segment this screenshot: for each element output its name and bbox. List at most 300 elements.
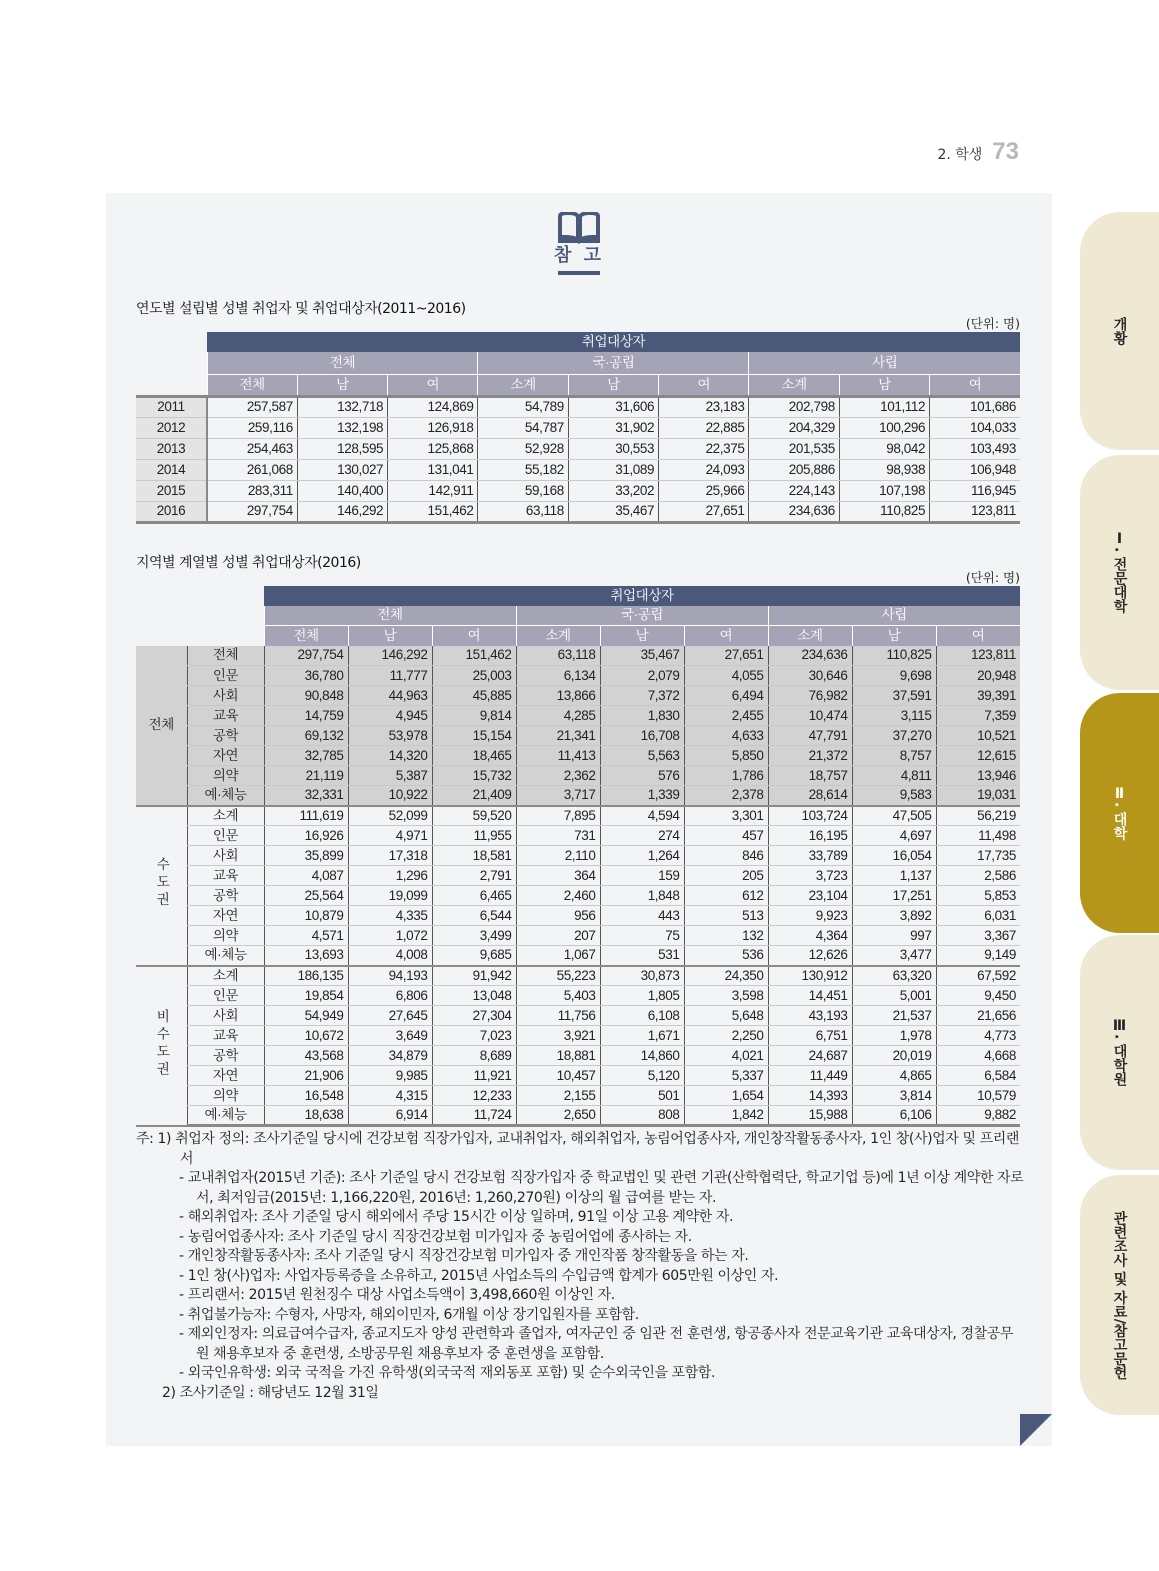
- table-cell: 7,372: [600, 686, 684, 706]
- table-row: [136, 766, 1020, 786]
- table-row: [136, 866, 1020, 886]
- table-cell: 31,606: [568, 396, 658, 417]
- table-cell: 19,099: [348, 886, 432, 906]
- table-cell: 9,985: [348, 1066, 432, 1086]
- table2-unit: (단위: 명): [965, 569, 1020, 585]
- table-cell: 3,367: [936, 926, 1020, 946]
- table-cell: 443: [600, 906, 684, 926]
- table-cell: 13,866: [516, 686, 600, 706]
- table-cell: 4,697: [852, 826, 936, 846]
- table-cell: 4,945: [348, 706, 432, 726]
- table-cell: 31,902: [568, 417, 658, 438]
- table-row: [136, 906, 1020, 926]
- table1-heading: [136, 300, 1020, 332]
- row-label: 교육: [187, 1026, 264, 1046]
- table-cell: 24,093: [659, 459, 749, 480]
- table-cell: 52,099: [348, 806, 432, 826]
- table-cell: 11,449: [768, 1066, 852, 1086]
- running-header: [937, 138, 1019, 166]
- row-label: 의약: [187, 1086, 264, 1106]
- table-cell: 21,341: [516, 726, 600, 746]
- table-row: [136, 417, 1020, 438]
- row-label: 사회: [187, 1006, 264, 1026]
- table-cell: 1,805: [600, 986, 684, 1006]
- table-cell: 107,198: [839, 480, 929, 501]
- table-cell: 12,615: [936, 746, 1020, 766]
- table-cell: 3,598: [684, 986, 768, 1006]
- page-corner-mark: [1020, 1414, 1052, 1446]
- table-cell: 15,988: [768, 1106, 852, 1126]
- table-cell: 6,031: [936, 906, 1020, 926]
- table-cell: 8,757: [852, 746, 936, 766]
- table-cell: 846: [684, 846, 768, 866]
- table-cell: 6,751: [768, 1026, 852, 1046]
- column-header: 전체: [207, 374, 297, 396]
- table-cell: 69,132: [264, 726, 348, 746]
- chapter-tab-label: Ⅰ. 전문대학: [1111, 531, 1128, 614]
- table2-title: 지역별 계열별 성별 취업대상자(2016): [136, 554, 361, 571]
- table-cell: 25,003: [432, 666, 516, 686]
- table-cell: 3,717: [516, 786, 600, 806]
- table-cell: 5,850: [684, 746, 768, 766]
- chapter-tab[interactable]: [1080, 455, 1159, 690]
- region-label: [136, 806, 187, 966]
- table-row: [136, 986, 1020, 1006]
- table-row: [136, 459, 1020, 480]
- table-cell: 59,168: [478, 480, 568, 501]
- row-label: 전체: [187, 646, 264, 666]
- table-cell: 3,921: [516, 1026, 600, 1046]
- table-cell: 14,759: [264, 706, 348, 726]
- table-cell: 9,923: [768, 906, 852, 926]
- row-label: 공학: [187, 1046, 264, 1066]
- table-cell: 6,108: [600, 1006, 684, 1026]
- table-cell: 30,873: [600, 966, 684, 986]
- footnote-item: - 교내취업자(2015년 기준): 조사 기준일 당시 건강보험 직장가입자 중 학교법인 및 관련 기관(산학협력단, 학교기업 등)에 1년 이상 계약한 자로서, 최저임금(2015년: 1,166,220원, 2016년: 1,260,270원) 이상의 월 급여를 받는 자.: [179, 1170, 1024, 1206]
- row-label: 인문: [187, 826, 264, 846]
- table-cell: 10,879: [264, 906, 348, 926]
- chapter-tab[interactable]: [1080, 1175, 1159, 1415]
- table-cell: 4,364: [768, 926, 852, 946]
- table-cell: 94,193: [348, 966, 432, 986]
- page-number: 73: [992, 138, 1019, 165]
- table-cell: 2,378: [684, 786, 768, 806]
- reference-label: 참 고: [553, 245, 605, 266]
- table-cell: 4,055: [684, 666, 768, 686]
- table-cell: 10,521: [936, 726, 1020, 746]
- table-cell: 7,359: [936, 706, 1020, 726]
- table-cell: 101,686: [930, 396, 1020, 417]
- table-cell: 52,928: [478, 438, 568, 459]
- table-cell: 11,756: [516, 1006, 600, 1026]
- table-cell: 75: [600, 926, 684, 946]
- table-cell: 146,292: [348, 646, 432, 666]
- table-row: [136, 1026, 1020, 1046]
- table-row: [136, 686, 1020, 706]
- table-cell: 130,027: [297, 459, 387, 480]
- table-cell: 3,477: [852, 946, 936, 966]
- table-cell: 67,592: [936, 966, 1020, 986]
- table-cell: 4,021: [684, 1046, 768, 1066]
- table-cell: 6,806: [348, 986, 432, 1006]
- table-cell: 22,375: [659, 438, 749, 459]
- table-cell: 45,885: [432, 686, 516, 706]
- table-cell: 224,143: [749, 480, 839, 501]
- column-header: 남: [568, 374, 658, 396]
- table-cell: 36,780: [264, 666, 348, 686]
- region-label: [136, 966, 187, 1126]
- table-cell: 100,296: [839, 417, 929, 438]
- table-row: [136, 846, 1020, 866]
- table-cell: 33,789: [768, 846, 852, 866]
- row-label: 의약: [187, 766, 264, 786]
- table-cell: 2,586: [936, 866, 1020, 886]
- row-label: 2013: [136, 438, 207, 459]
- table-cell: 13,048: [432, 986, 516, 1006]
- table-cell: 201,535: [749, 438, 839, 459]
- table-cell: 21,119: [264, 766, 348, 786]
- table-cell: 21,537: [852, 1006, 936, 1026]
- table-cell: 186,135: [264, 966, 348, 986]
- table-cell: 2,110: [516, 846, 600, 866]
- table-cell: 14,393: [768, 1086, 852, 1106]
- table-cell: 27,304: [432, 1006, 516, 1026]
- table-cell: 204,329: [749, 417, 839, 438]
- row-label: 교육: [187, 706, 264, 726]
- table-cell: 35,467: [568, 501, 658, 522]
- table-cell: 11,413: [516, 746, 600, 766]
- table-cell: 1,671: [600, 1026, 684, 1046]
- table-cell: 91,942: [432, 966, 516, 986]
- table-cell: 17,251: [852, 886, 936, 906]
- table-cell: 31,089: [568, 459, 658, 480]
- table-cell: 1,830: [600, 706, 684, 726]
- table-cell: 56,219: [936, 806, 1020, 826]
- chapter-tab-label: Ⅲ. 대학원: [1111, 1018, 1128, 1087]
- footnote-item: - 외국인유학생: 외국 국적을 가진 유학생(외국국적 재외동포 포함) 및 순수외국인을 포함함.: [179, 1365, 716, 1381]
- table-cell: 5,853: [936, 886, 1020, 906]
- table-cell: 110,825: [839, 501, 929, 522]
- table-cell: 159: [600, 866, 684, 886]
- column-header: 소계: [516, 626, 600, 646]
- table-cell: 28,614: [768, 786, 852, 806]
- table-cell: 33,202: [568, 480, 658, 501]
- table-cell: 254,463: [207, 438, 297, 459]
- table-cell: 20,948: [936, 666, 1020, 686]
- table-cell: 4,811: [852, 766, 936, 786]
- table-cell: 35,467: [600, 646, 684, 666]
- table-cell: 5,120: [600, 1066, 684, 1086]
- table-cell: 35,899: [264, 846, 348, 866]
- table-cell: 6,134: [516, 666, 600, 686]
- table-cell: 21,906: [264, 1066, 348, 1086]
- table-cell: 2,250: [684, 1026, 768, 1046]
- table-cell: 10,579: [936, 1086, 1020, 1106]
- footnote-item: - 개인창작활동종사자: 조사 기준일 당시 직장건강보험 미가입자 중 개인작품 창작활동을 하는 자.: [179, 1248, 749, 1264]
- table-cell: 576: [600, 766, 684, 786]
- footnote-item: - 취업불가능자: 수형자, 사망자, 해외이민자, 6개월 이상 장기입원자를 포함함.: [179, 1306, 639, 1323]
- table-cell: 997: [852, 926, 936, 946]
- chapter-tab[interactable]: [1080, 212, 1159, 450]
- table-cell: 18,581: [432, 846, 516, 866]
- table-cell: 16,548: [264, 1086, 348, 1106]
- top-header: 취업대상자: [207, 332, 1020, 352]
- employment-by-year-table: [136, 332, 1020, 524]
- row-label: 2015: [136, 480, 207, 501]
- table-cell: 4,594: [600, 806, 684, 826]
- reference-badge: [548, 212, 610, 275]
- row-label: 예·체능: [187, 1106, 264, 1126]
- footnote-item: - 제외인정자: 의료급여수급자, 종교지도자 양성 관련학과 졸업자, 여자군인 중 임관 전 훈련생, 항공종사자 전문교육기관 교육대상자, 경찰공무원 채용후보자 중 훈련생, 소방공무원 채용후보자 중 훈련생을 포함함.: [179, 1326, 1013, 1362]
- group-header: 국·공립: [478, 352, 749, 374]
- footnote-item: - 농림어업종사자: 조사 기준일 당시 직장건강보험 미가입자 중 농림어업에 종사하는 자.: [179, 1228, 692, 1245]
- table-cell: 11,724: [432, 1106, 516, 1126]
- table-cell: 43,193: [768, 1006, 852, 1026]
- table-row: [136, 646, 1020, 666]
- table-cell: 257,587: [207, 396, 297, 417]
- row-label: 공학: [187, 886, 264, 906]
- top-header: 취업대상자: [264, 586, 1020, 606]
- table-cell: 128,595: [297, 438, 387, 459]
- content-column: [136, 300, 1024, 1403]
- row-label: 사회: [187, 846, 264, 866]
- table-cell: 1,786: [684, 766, 768, 786]
- table-cell: 19,031: [936, 786, 1020, 806]
- table-cell: 18,881: [516, 1046, 600, 1066]
- table-cell: 3,301: [684, 806, 768, 826]
- table-row: [136, 1006, 1020, 1026]
- table-cell: 140,400: [297, 480, 387, 501]
- table-cell: 2,455: [684, 706, 768, 726]
- table-cell: 37,270: [852, 726, 936, 746]
- region-label-text: 비수도권: [154, 1008, 170, 1079]
- table-cell: 2,650: [516, 1106, 600, 1126]
- table-cell: 103,724: [768, 806, 852, 826]
- table-cell: 9,814: [432, 706, 516, 726]
- table-cell: 123,811: [936, 646, 1020, 666]
- table-cell: 10,457: [516, 1066, 600, 1086]
- table-cell: 30,646: [768, 666, 852, 686]
- table-cell: 1,848: [600, 886, 684, 906]
- table-cell: 1,654: [684, 1086, 768, 1106]
- table-cell: 32,331: [264, 786, 348, 806]
- row-label: 2014: [136, 459, 207, 480]
- row-label: 예·체능: [187, 786, 264, 806]
- table-cell: 111,619: [264, 806, 348, 826]
- table-cell: 1,264: [600, 846, 684, 866]
- table-cell: 103,493: [930, 438, 1020, 459]
- table-cell: 2,362: [516, 766, 600, 786]
- table-row: [136, 786, 1020, 806]
- footnote-2: 2) 조사기준일 : 해당년도 12월 31일: [162, 1384, 379, 1401]
- table-cell: 1,067: [516, 946, 600, 966]
- table-cell: 106,948: [930, 459, 1020, 480]
- table-cell: 4,633: [684, 726, 768, 746]
- table-cell: 15,732: [432, 766, 516, 786]
- table-cell: 16,926: [264, 826, 348, 846]
- table-cell: 1,296: [348, 866, 432, 886]
- column-header: 여: [936, 626, 1020, 646]
- table-row: [136, 501, 1020, 522]
- table-row: [136, 926, 1020, 946]
- table-row: [136, 396, 1020, 417]
- table-cell: 21,656: [936, 1006, 1020, 1026]
- table-cell: 5,001: [852, 986, 936, 1006]
- table-cell: 90,848: [264, 686, 348, 706]
- table-cell: 4,571: [264, 926, 348, 946]
- table-cell: 11,777: [348, 666, 432, 686]
- table-cell: 7,023: [432, 1026, 516, 1046]
- table-cell: 207: [516, 926, 600, 946]
- table-cell: 63,118: [516, 646, 600, 666]
- table-cell: 98,938: [839, 459, 929, 480]
- table-cell: 47,505: [852, 806, 936, 826]
- table-cell: 513: [684, 906, 768, 926]
- table-cell: 5,337: [684, 1066, 768, 1086]
- table-cell: 24,687: [768, 1046, 852, 1066]
- table1-unit: (단위: 명): [965, 316, 1020, 331]
- table-cell: 142,911: [388, 480, 478, 501]
- table-cell: 44,963: [348, 686, 432, 706]
- group-header: 국·공립: [516, 606, 768, 626]
- table-cell: 98,042: [839, 438, 929, 459]
- table-cell: 63,118: [478, 501, 568, 522]
- table-cell: 104,033: [930, 417, 1020, 438]
- table-cell: 131,041: [388, 459, 478, 480]
- table-cell: 11,921: [432, 1066, 516, 1086]
- column-header: 여: [930, 374, 1020, 396]
- column-header: 남: [297, 374, 387, 396]
- table-cell: 13,946: [936, 766, 1020, 786]
- table-cell: 123,811: [930, 501, 1020, 522]
- table-cell: 283,311: [207, 480, 297, 501]
- table-cell: 53,978: [348, 726, 432, 746]
- table-cell: 1,978: [852, 1026, 936, 1046]
- column-header: 여: [659, 374, 749, 396]
- table-cell: 10,672: [264, 1026, 348, 1046]
- table-cell: 25,564: [264, 886, 348, 906]
- table-cell: 4,865: [852, 1066, 936, 1086]
- table-cell: 4,773: [936, 1026, 1020, 1046]
- table-cell: 3,115: [852, 706, 936, 726]
- table-cell: 43,568: [264, 1046, 348, 1066]
- column-header: 여: [684, 626, 768, 646]
- table-cell: 6,914: [348, 1106, 432, 1126]
- table-cell: 14,860: [600, 1046, 684, 1066]
- table-cell: 5,563: [600, 746, 684, 766]
- row-label: 인문: [187, 986, 264, 1006]
- table-row: [136, 966, 1020, 986]
- table-cell: 18,465: [432, 746, 516, 766]
- table-cell: 8,689: [432, 1046, 516, 1066]
- table-cell: 1,842: [684, 1106, 768, 1126]
- table-cell: 261,068: [207, 459, 297, 480]
- table-cell: 54,789: [478, 396, 568, 417]
- row-label: 인문: [187, 666, 264, 686]
- chapter-tab-label: 관련조사 및 자료/참고문헌: [1111, 1210, 1128, 1380]
- table-cell: 6,106: [852, 1106, 936, 1126]
- table-cell: 531: [600, 946, 684, 966]
- table-cell: 956: [516, 906, 600, 926]
- table-cell: 130,912: [768, 966, 852, 986]
- table-row: [136, 946, 1020, 966]
- table-cell: 205: [684, 866, 768, 886]
- table-cell: 2,155: [516, 1086, 600, 1106]
- table-cell: 6,584: [936, 1066, 1020, 1086]
- table-cell: 24,350: [684, 966, 768, 986]
- column-header: 남: [852, 626, 936, 646]
- table-cell: 202,798: [749, 396, 839, 417]
- table-cell: 101,112: [839, 396, 929, 417]
- row-label: 2016: [136, 501, 207, 522]
- table-cell: 55,182: [478, 459, 568, 480]
- table-cell: 4,668: [936, 1046, 1020, 1066]
- table-row: [136, 886, 1020, 906]
- table-cell: 34,879: [348, 1046, 432, 1066]
- table-cell: 19,854: [264, 986, 348, 1006]
- section-name: 2. 학생: [937, 147, 983, 163]
- table-cell: 2,460: [516, 886, 600, 906]
- table-row: [136, 480, 1020, 501]
- table-cell: 297,754: [207, 501, 297, 522]
- table-cell: 14,320: [348, 746, 432, 766]
- footnote-1: 주: 1) 취업자 정의: 조사기준일 당시에 건강보험 직장가입자, 교내취업자, 해외취업자, 농림어업종사자, 개인창작활동종사자, 1인 창(사)업자 및 프리랜서: [136, 1131, 1020, 1167]
- table-cell: 124,869: [388, 396, 478, 417]
- footnote-item: - 1인 창(사)업자: 사업자등록증을 소유하고, 2015년 사업소득의 수입금액 합계가 605만원 이상인 자.: [179, 1267, 779, 1284]
- row-label: 자연: [187, 1066, 264, 1086]
- table-cell: 612: [684, 886, 768, 906]
- chapter-tab[interactable]: [1080, 693, 1159, 933]
- table-cell: 5,387: [348, 766, 432, 786]
- chapter-tab[interactable]: [1080, 935, 1159, 1170]
- table-cell: 151,462: [432, 646, 516, 666]
- table-cell: 126,918: [388, 417, 478, 438]
- table-cell: 6,465: [432, 886, 516, 906]
- table-cell: 9,698: [852, 666, 936, 686]
- table-cell: 501: [600, 1086, 684, 1106]
- region-label: 전체: [136, 646, 187, 806]
- row-label: 2011: [136, 396, 207, 417]
- column-header: 소계: [768, 626, 852, 646]
- table-row: [136, 1086, 1020, 1106]
- table1-title: 연도별 설립별 성별 취업자 및 취업대상자(2011~2016): [136, 301, 466, 317]
- table-cell: 54,787: [478, 417, 568, 438]
- table-cell: 9,149: [936, 946, 1020, 966]
- table-cell: 5,648: [684, 1006, 768, 1026]
- table-cell: 21,409: [432, 786, 516, 806]
- column-header: 여: [388, 374, 478, 396]
- table-row: [136, 806, 1020, 826]
- group-header: 전체: [264, 606, 516, 626]
- table-cell: 6,544: [432, 906, 516, 926]
- table-cell: 125,868: [388, 438, 478, 459]
- table-cell: 16,195: [768, 826, 852, 846]
- table-cell: 37,591: [852, 686, 936, 706]
- table-cell: 21,372: [768, 746, 852, 766]
- table-cell: 3,723: [768, 866, 852, 886]
- table-cell: 13,693: [264, 946, 348, 966]
- row-label: 교육: [187, 866, 264, 886]
- table-cell: 4,971: [348, 826, 432, 846]
- row-label: 소계: [187, 806, 264, 826]
- table-cell: 3,499: [432, 926, 516, 946]
- table-cell: 808: [600, 1106, 684, 1126]
- table-cell: 14,451: [768, 986, 852, 1006]
- table-cell: 4,315: [348, 1086, 432, 1106]
- table-cell: 364: [516, 866, 600, 886]
- column-header: 전체: [264, 626, 348, 646]
- table-cell: 110,825: [852, 646, 936, 666]
